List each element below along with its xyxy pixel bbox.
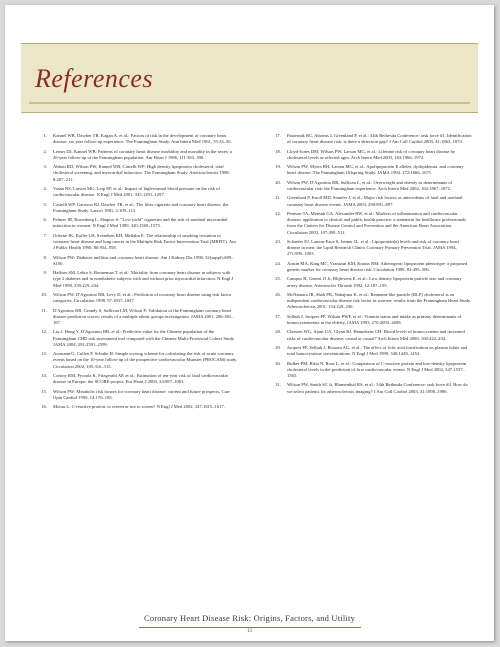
document-page (5, 5, 494, 641)
footer-divider (139, 627, 361, 628)
reference-text: Vasan RS, Larson MG, Leip EP, et al.: Impact of high-normal blood pressure on the risk of cardiovascular disease. N Engl J Med 2001, 345:1291–1297. (53, 185, 220, 198)
reference-item (33, 308, 238, 327)
reference-text: Morau L: C-reactive protein: to screen or not to screen? N Engl J Med 2002, 347:1615–1617. (53, 404, 225, 410)
reference-item (267, 314, 472, 326)
page-number: 13 (247, 629, 252, 634)
reference-item (33, 255, 238, 267)
reference-number: 28. (275, 329, 281, 335)
reference-number: 25. (275, 276, 281, 282)
reference-item (33, 164, 238, 183)
reference-item (267, 382, 472, 394)
reference-item (267, 261, 472, 273)
reference-text: Lloyd-Jones DM, Wilson PW, Larson MG, et al.: Lifetime risk of coronary heart disease by cholesterol levels at selected ages. Arch Intern Med 2003, 163:1966–1972. (287, 148, 456, 160)
reference-text: Conroy RM, Pyorala K, Fitzgerald AP, et al.: Estimation of ten-year risk of fatal cardiovascular disease in Europe: the SCORE project. Eur Heart J 2003, 24:987–1003. (53, 372, 229, 385)
reference-number: 10. (41, 291, 47, 297)
reference-text: Assmann G, Cullen P, Schulte H: Simple scoring scheme for calculating the risk of acute coronary events based on the 10-year follow-up of the prospective cardiovascular Munster (PROCAM) study. Circulation 2002, 105:310–315. (53, 351, 238, 369)
reference-item (33, 329, 238, 348)
reference-text: Wilson PW: Metabolic risk factors for coronary heart disease: current and future prospects. Curr Opin Cardiol 1999, 14:176–185. (53, 388, 230, 400)
reference-text: McNamara JR, Shah PK, Nakajima K, et al.: Remnant-like particle (RLP) cholesterol is an independent cardiovascular disease risk factor in women: results from the Framingham Heart Study. Atherosclerosis 2001, 154:229–236. (287, 291, 472, 310)
reference-item (267, 292, 472, 311)
reference-number: 23. (275, 238, 281, 244)
reference-number: 26. (275, 291, 281, 297)
reference-number: 6. (43, 217, 47, 223)
reference-item (33, 404, 238, 410)
reference-text: Austin MA, King MC, Vranizan KM, Krauss RM: Atherogenic lipoprotein phenotype: a proposed genetic marker for coronary heart disease risk. Circulation 1990, 82:495–506. (287, 260, 468, 272)
reference-text: Palmer JR, Rosenberg L, Shapiro S: "Low yield" cigarettes and the risk of nonfatal myocardial infarction in women. N Engl J Med 1989, 320:1569–1573. (53, 217, 228, 229)
reference-text: Wilson PW, Smith SC Jr, Blumenthal RS, et al.: 34th Bethesda Conference: task force #4. How do we select patients for atherosclerosis imaging? J Am Coll Cardiol 2003, 41:1898–1906. (287, 382, 468, 394)
reference-number: 22. (275, 210, 281, 216)
references-left-column (33, 133, 238, 414)
reference-item (33, 233, 238, 252)
reference-item (267, 329, 472, 341)
reference-number: 19. (275, 164, 281, 170)
footer-title: Coronary Heart Disease Risk: Origins, Factors, and Utility (143, 613, 356, 623)
reference-item (267, 276, 472, 288)
reference-text: Schaefer EJ, Lamon-Fava S, Jenner JL, et al.: Lipoprotein(a) levels and risk of coronary heart disease in men: the Lipid Research Clinics Coronary Primary Prevention Trial. JAMA 1994, 271:999–1003. (287, 238, 460, 257)
reference-number: 29. (275, 344, 281, 350)
reference-number: 12. (41, 329, 47, 335)
reference-item (33, 133, 238, 145)
reference-item (33, 149, 238, 161)
reference-item (267, 149, 472, 161)
reference-number: 14. (41, 372, 47, 378)
reference-number: 8. (43, 254, 47, 260)
reference-number: 4. (43, 185, 47, 191)
reference-text: D'Agostino RB, Grundy S, Sullivan LM, Wilson P: Validation of the Framingham coronary heart disease prediction scores: results of a multiple ethnic groups investigation. JAMA 2001, 286:180–187. (53, 307, 234, 325)
reference-text: Campos H, Genest JJ Jr, Blijlevens E, et al.: Low density lipoprotein particle size and coronary artery disease. Arterioscler Thromb 1992, 12:187–195. (287, 276, 462, 288)
reference-number: 16. (41, 404, 47, 410)
reference-number: 11. (41, 307, 47, 313)
reference-text: Ockene JK, Kuller LH, Svendsen KH, Meilahn E: The relationship of smoking cessation to coronary heart disease and lung cancer in the Multiple Risk Factor Intervention Trial (MRFIT). Am J Public Health 1990, 80:954–958. (53, 232, 236, 251)
reference-item (33, 389, 238, 401)
reference-text: Jacques PF, Selhub J, Bostom AG, et al.: The effect of folic acid fortification on plasma folate and total homocysteine concentrations. N Engl J Med 1999, 340:1449–1454. (287, 344, 468, 357)
reference-item (33, 373, 238, 385)
reference-number: 18. (275, 148, 281, 154)
reference-text: Abbott RD, Wilson PW, Kannel WB, Castelli WP: High density lipoprotein cholesterol, total cholesterol screening, and myocardial infarction. The Framingham Study. Arteriosclerosis 1988, 8:207–211. (53, 164, 230, 182)
reference-number: 15. (41, 388, 47, 394)
reference-item (267, 164, 472, 176)
reference-item (267, 345, 472, 357)
reference-number: 31. (275, 382, 281, 388)
reference-number: 13. (41, 351, 47, 357)
reference-number: 21. (275, 195, 281, 201)
reference-text: Greenland P, Knoll MD, Stamler J, et al.: Major risk factors as antecedents of fatal and nonfatal coronary heart disease events. JAMA 2003, 290:891–897. (287, 195, 463, 207)
reference-item (33, 202, 238, 214)
reference-number: 1. (43, 133, 47, 138)
reference-item (33, 292, 238, 304)
reference-number: 5. (43, 201, 47, 207)
reference-item (267, 211, 472, 236)
reference-item (33, 186, 238, 198)
reference-text: Haffner SM, Lehto S, Ronnemaa T, et al.: Mortality from coronary heart disease in subjects with type 2 diabetes and in nondiabetic subjects with and without prior myocardial infarction. N Engl J Med 1998, 339:229–234. (53, 270, 234, 288)
reference-number: 20. (275, 179, 281, 185)
reference-number: 27. (275, 313, 281, 319)
reference-text: Liu J, Hong Y, D'Agostino RB, et al.: Predictive value for the Chinese population of the Framingham CHD risk assessment tool compared with the Chinese Multi-Provincial Cohort Study. JAMA 2004, 291:2591–2599. (53, 329, 235, 347)
reference-number: 17. (275, 133, 281, 138)
reference-text: Kannel WB, Dawber TR, Kagan A, et al.: Factors of risk in the development of coronary heart disease: six year follow-up experience. The Framingham Study. Ann Intern Med 1961, 55:33–50. (53, 133, 232, 145)
reference-text: Pasternak RC, Abrams J, Greenland P, et al.: 34th Bethesda Conference: task force #1. Identification of coronary heart disease risk: is there a detection gap? J Am Coll Cardiol 2003, 41:1863–1874. (287, 133, 472, 145)
reference-item (33, 217, 238, 229)
header-band (21, 43, 478, 113)
reference-text: Castelli WP, Garrison RJ, Dawber TR, et al.: The filter cigarette and coronary heart disease: the Framingham Study. Lancet 1981, 2:109–113. (53, 201, 229, 213)
reference-text: Wilson PW, D'Agostino RB, Levy D, et al.: Prediction of coronary heart disease using risk factor categories. Circulation 1998, 97:1837–1847. (53, 291, 232, 304)
reference-number: 24. (275, 260, 281, 266)
reference-text: Wilson PW, D'Agostino RB, Sullivan L, et al.: Overweight and obesity as determinants of cardiovascular risk: the Framingham experience. Arch Intern Med 2002, 162:1867–1872. (287, 179, 453, 191)
reference-text: Wilson PW, Myers RH, Larson MG, et al.: Apolipoprotein E alleles, dyslipidemia, and coronary heart disease. The Framingham Offspring Study. JAMA 1994, 272:1666–1671. (287, 164, 464, 176)
reference-item (267, 180, 472, 192)
references-right-column (267, 133, 472, 398)
reference-number: 9. (43, 270, 47, 276)
reference-text: Ridker PM, Rifai N, Rose L, et al.: Comparison of C-reactive protein and low-density lipoprotein cholesterol levels in the prediction of first cardiovascular events. N Engl J Med 2002, 347:1557–1565. (287, 360, 467, 378)
reference-text: Pearson TA, Mensah GA, Alexander RW, et al.: Markers of inflammation and cardiovascular disease: application to clinical and public health practice: a statement for healthcare professionals from the Centers for Disease Control and Prevention and the American Heart Association. Circulation 2003, 107:499–511. (287, 210, 467, 235)
reference-text: Wilson PW: Diabetes mellitus and coronary heart disease. Am J Kidney Dis 1998, 32(suppl):S89–S100. (53, 254, 234, 266)
reference-text: Christen WG, Ajani UA, Glynn RJ, Hennekens CH: Blood levels of homocysteine and increased risks of cardiovascular disease: causal or casual? Arch Intern Med 2000, 160:422–434. (287, 329, 465, 341)
reference-number: 2. (43, 148, 47, 154)
reference-item (33, 351, 238, 370)
reference-text: Selhub J, Jacques PF, Wilson PWF, et al.: Vitamin status and intake as primary determinants of homocysteinemia in the elderly. JAMA 1993, 270:2693–2698. (287, 313, 462, 325)
reference-number: 30. (275, 360, 281, 366)
reference-item (267, 239, 472, 258)
reference-item (267, 361, 472, 380)
reference-item (267, 195, 472, 207)
reference-number: 7. (43, 232, 47, 238)
reference-text: Lerner DJ, Kannel WB: Patterns of coronary heart disease morbidity and mortality in the sexes: a 26-year follow-up of the Framingham population. Am Heart J 1986, 111:383–390. (53, 148, 233, 160)
reference-number: 3. (43, 164, 47, 170)
reference-item (267, 133, 472, 145)
reference-item (33, 270, 238, 289)
page-title: References (35, 64, 154, 93)
